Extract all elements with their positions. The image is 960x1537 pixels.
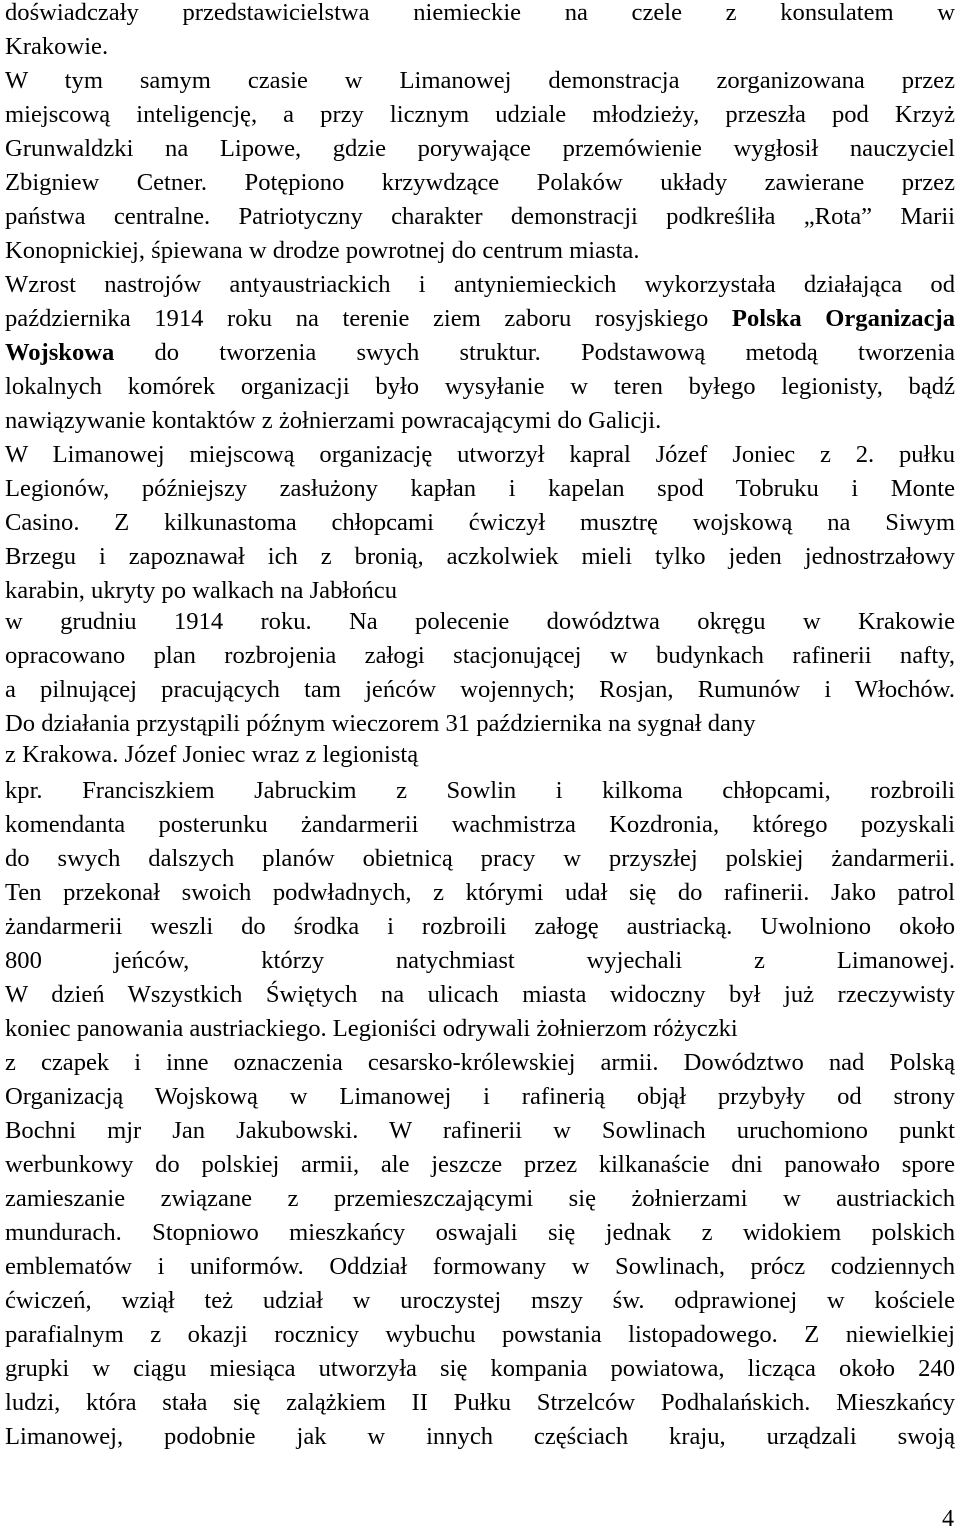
bold-text-run: Polska Organizacja: [731, 305, 955, 332]
text-line: [5, 707, 955, 741]
text-line: [5, 30, 955, 64]
text-run: z czapek i inne oznaczenia cesarsko-królewskiej armii. Dowództwo nad Polską: [5, 1049, 955, 1076]
text-run: Legionów, późniejszy zasłużony kapłan i kapelan spod Tobruku i Monte: [5, 475, 955, 502]
text-line: [5, 540, 955, 574]
text-run: lokalnych komórek organizacji było wysyłanie w teren byłego legionisty, bądź: [5, 373, 955, 400]
text-run: emblematów i uniformów. Oddział formowany w Sowlinach, prócz codziennych: [5, 1253, 955, 1280]
text-line: [5, 1046, 955, 1080]
text-line: [5, 1318, 955, 1352]
text-run: Krakowie.: [5, 33, 109, 60]
text-line: [5, 1080, 955, 1114]
text-line: [5, 1182, 955, 1216]
text-line: [5, 200, 955, 234]
text-line: [5, 336, 955, 370]
text-run: 800 jeńców, którzy natychmiast wyjechali z Limanowej.: [5, 947, 955, 974]
text-run: opracowano plan rozbrojenia załogi stacjonującej w budynkach rafinerii nafty,: [5, 642, 955, 669]
text-line: [5, 574, 955, 608]
text-run: października 1914 roku na terenie ziem zaboru rosyjskiego: [5, 305, 732, 332]
text-run: ludzi, która stała się zalążkiem II Pułku Strzelców Podhalańskich. Mieszkańcy: [5, 1389, 955, 1416]
text-line: [5, 1284, 955, 1318]
text-line: [5, 978, 955, 1012]
text-line: [5, 808, 955, 842]
text-run: W dzień Wszystkich Świętych na ulicach miasta widoczny był już rzeczywisty: [5, 981, 955, 1008]
text-run: Brzegu i zapoznawał ich z bronią, aczkolwiek mieli tylko jeden jednostrzałowy: [5, 543, 955, 570]
text-run: Wzrost nastrojów antyaustriackich i antyniemieckich wykorzystała działająca od: [5, 271, 955, 298]
text-run: werbunkowy do polskiej armii, ale jeszcze przez kilkanaście dni panowało spore: [5, 1151, 955, 1178]
text-run: Bochni mjr Jan Jakubowski. W rafinerii w Sowlinach uruchomiono punkt: [5, 1117, 955, 1144]
text-line: [5, 673, 955, 707]
text-run: ćwiczeń, wziął też udział w uroczystej mszy św. odprawionej w kościele: [5, 1287, 955, 1314]
text-line: [5, 132, 955, 166]
text-line: [5, 64, 955, 98]
text-line: [5, 1250, 955, 1284]
text-run: Casino. Z kilkunastoma chłopcami ćwiczył musztrę wojskową na Siwym: [5, 509, 955, 536]
text-line: [5, 1386, 955, 1420]
text-line: [5, 1148, 955, 1182]
text-run: Konopnickiej, śpiewana w drodze powrotnej do centrum miasta.: [5, 237, 640, 264]
text-line: [5, 842, 955, 876]
text-line: [5, 404, 955, 438]
text-line: [5, 472, 955, 506]
text-run: W tym samym czasie w Limanowej demonstracja zorganizowana przez: [5, 67, 955, 94]
text-line: [5, 1420, 955, 1454]
text-run: Limanowej, podobnie jak w innych częściach kraju, urządzali swoją: [5, 1423, 955, 1450]
text-run: komendanta posterunku żandarmerii wachmistrza Kozdronia, którego pozyskali: [5, 811, 955, 838]
text-run: Do działania przystąpili późnym wieczorem 31 października na sygnał dany: [5, 710, 756, 737]
text-run: koniec panowania austriackiego. Legioniści odrywali żołnierzom różyczki: [5, 1015, 738, 1042]
text-run: doświadczały przedstawicielstwa niemieckie na czele z konsulatem w: [5, 0, 955, 26]
text-line: [5, 98, 955, 132]
text-run: mundurach. Stopniowo mieszkańcy oswajali się jednak z widokiem polskich: [5, 1219, 955, 1246]
text-run: grupki w ciągu miesiąca utworzyła się kompania powiatowa, licząca około 240: [5, 1355, 955, 1382]
text-run: do tworzenia swych struktur. Podstawową metodą tworzenia: [114, 339, 955, 366]
text-line: [5, 1012, 955, 1046]
text-line: [5, 370, 955, 404]
text-line: [5, 605, 955, 639]
text-line: [5, 639, 955, 673]
text-run: z Krakowa. Józef Joniec wraz z legionistą: [5, 741, 419, 768]
text-run: Organizacją Wojskową w Limanowej i rafinerią objął przybyły od strony: [5, 1083, 955, 1110]
text-run: a pilnującej pracujących tam jeńców wojennych; Rosjan, Rumunów i Włochów.: [5, 676, 955, 703]
text-line: [5, 738, 955, 772]
text-run: Grunwaldzki na Lipowe, gdzie porywające przemówienie wygłosił nauczyciel: [5, 135, 955, 162]
text-run: miejscową inteligencję, a przy licznym udziale młodzieży, przeszła pod Krzyż: [5, 101, 955, 128]
text-run: zamieszanie związane z przemieszczającymi się żołnierzami w austriackich: [5, 1185, 955, 1212]
text-line: [5, 910, 955, 944]
text-line: [5, 1114, 955, 1148]
text-line: [5, 234, 955, 268]
text-run: Zbigniew Cetner. Potępiono krzywdzące Polaków układy zawierane przez: [5, 169, 955, 196]
text-line: [5, 268, 955, 302]
text-run: do swych dalszych planów obietnicą pracy w przyszłej polskiej żandarmerii.: [5, 845, 955, 872]
page-number: 4: [942, 1506, 954, 1532]
text-run: karabin, ukryty po walkach na Jabłońcu: [5, 577, 398, 604]
text-line: [5, 0, 955, 30]
text-run: państwa centralne. Patriotyczny charakter demonstracji podkreśliła „Rota” Marii: [5, 203, 955, 230]
text-run: w grudniu 1914 roku. Na polecenie dowództwa okręgu w Krakowie: [5, 608, 955, 635]
text-line: [5, 506, 955, 540]
text-run: nawiązywanie kontaktów z żołnierzami powracającymi do Galicji.: [5, 407, 662, 434]
text-line: [5, 774, 955, 808]
text-run: W Limanowej miejscową organizację utworzył kapral Józef Joniec z 2. pułku: [5, 441, 955, 468]
text-run: żandarmerii weszli do środka i rozbroili załogę austriacką. Uwolniono około: [5, 913, 955, 940]
text-line: [5, 944, 955, 978]
text-line: [5, 876, 955, 910]
text-run: Ten przekonał swoich podwładnych, z którymi udał się do rafinerii. Jako patrol: [5, 879, 955, 906]
bold-text-run: Wojskowa: [5, 339, 115, 366]
text-line: [5, 438, 955, 472]
text-line: [5, 302, 955, 336]
text-run: parafialnym z okazji rocznicy wybuchu powstania listopadowego. Z niewielkiej: [5, 1321, 955, 1348]
text-line: [5, 1216, 955, 1250]
text-line: [5, 166, 955, 200]
text-run: kpr. Franciszkiem Jabruckim z Sowlin i kilkoma chłopcami, rozbroili: [5, 777, 955, 804]
text-line: [5, 1352, 955, 1386]
